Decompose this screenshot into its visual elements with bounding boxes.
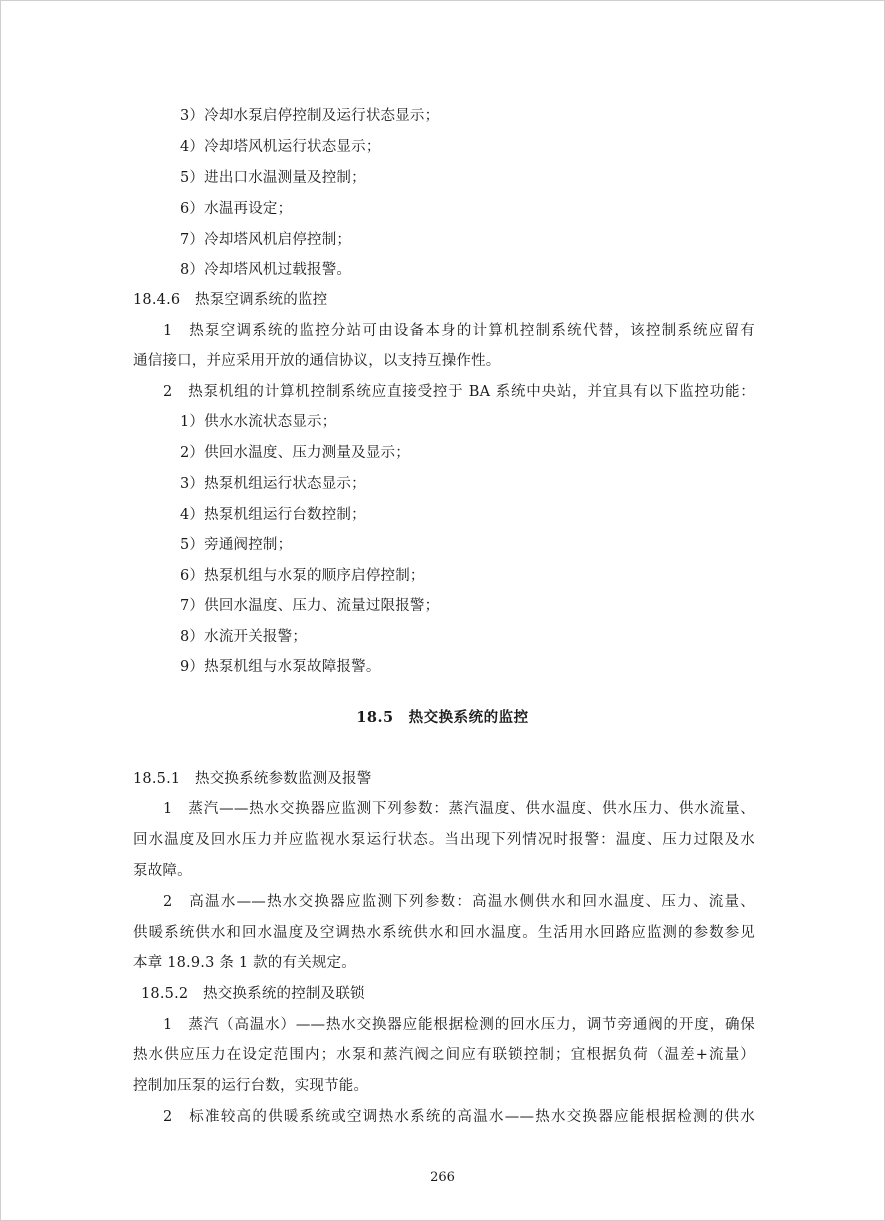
paragraph-line: 供暖系统供水和回水温度及空调热水系统供水和回水温度。生活用水回路应监测的参数参见 xyxy=(133,925,755,941)
list-item: 8）水流开关报警； xyxy=(180,629,308,645)
list-item: 4）冷却塔风机运行状态显示； xyxy=(180,139,381,155)
list-item: 7）冷却塔风机启停控制； xyxy=(180,232,352,248)
list-item: 5）进出口水温测量及控制； xyxy=(180,170,366,186)
list-item: 8）冷却塔风机过载报警。 xyxy=(180,262,352,278)
paragraph-line: 1 蒸汽——热水交换器应监测下列参数：蒸汽温度、供水温度、供水压力、供水流量、 xyxy=(163,801,755,817)
paragraph-line: 本章 18.9.3 条 1 款的有关规定。 xyxy=(133,955,356,971)
paragraph-line: 回水温度及回水压力并应监视水泵运行状态。当出现下列情况时报警：温度、压力过限及水 xyxy=(133,832,755,848)
list-item: 6）水温再设定； xyxy=(180,201,293,217)
paragraph-line: 通信接口，并应采用开放的通信协议，以支持互操作性。 xyxy=(133,353,501,369)
clause-heading: 18.4.6 热泵空调系统的监控 xyxy=(133,292,328,308)
clause-heading: 18.5.1 热交换系统参数监测及报警 xyxy=(133,771,372,787)
paragraph-line: 控制加压泵的运行台数，实现节能。 xyxy=(133,1078,369,1094)
section-title: 18.5 热交换系统的监控 xyxy=(356,709,529,726)
paragraph-line: 热水供应压力在设定范围内；水泵和蒸汽阀之间应有联锁控制；宜根据负荷（温差+流量） xyxy=(133,1047,755,1063)
paragraph-line: 2 高温水——热水交换器应监测下列参数：高温水侧供水和回水温度、压力、流量、 xyxy=(163,894,755,910)
list-item: 3）冷却水泵启停控制及运行状态显示； xyxy=(180,108,440,124)
paragraph-line: 1 蒸汽（高温水）——热水交换器应能根据检测的回水压力，调节旁通阀的开度，确保 xyxy=(163,1017,755,1033)
clause-heading: 18.5.2 热交换系统的控制及联锁 xyxy=(141,986,365,1002)
list-item: 9）热泵机组与水泵故障报警。 xyxy=(180,659,381,675)
paragraph-line: 2 热泵机组的计算机控制系统应直接受控于 BA 系统中央站，并宜具有以下监控功能： xyxy=(163,384,755,400)
list-item: 1）供水水流状态显示； xyxy=(180,414,337,430)
page-number: 266 xyxy=(430,1170,455,1185)
paragraph-line: 1 热泵空调系统的监控分站可由设备本身的计算机控制系统代替，该控制系统应留有 xyxy=(163,323,755,339)
list-item: 7）供回水温度、压力、流量过限报警； xyxy=(180,598,440,614)
list-item: 5）旁通阀控制； xyxy=(180,537,293,553)
paragraph-line: 泵故障。 xyxy=(133,863,192,879)
list-item: 4）热泵机组运行台数控制； xyxy=(180,507,366,523)
list-item: 6）热泵机组与水泵的顺序启停控制； xyxy=(180,568,425,584)
paragraph-line: 2 标准较高的供暖系统或空调热水系统的高温水——热水交换器应能根据检测的供水 xyxy=(163,1109,755,1125)
list-item: 2）供回水温度、压力测量及显示； xyxy=(180,445,410,461)
list-item: 3）热泵机组运行状态显示； xyxy=(180,476,366,492)
